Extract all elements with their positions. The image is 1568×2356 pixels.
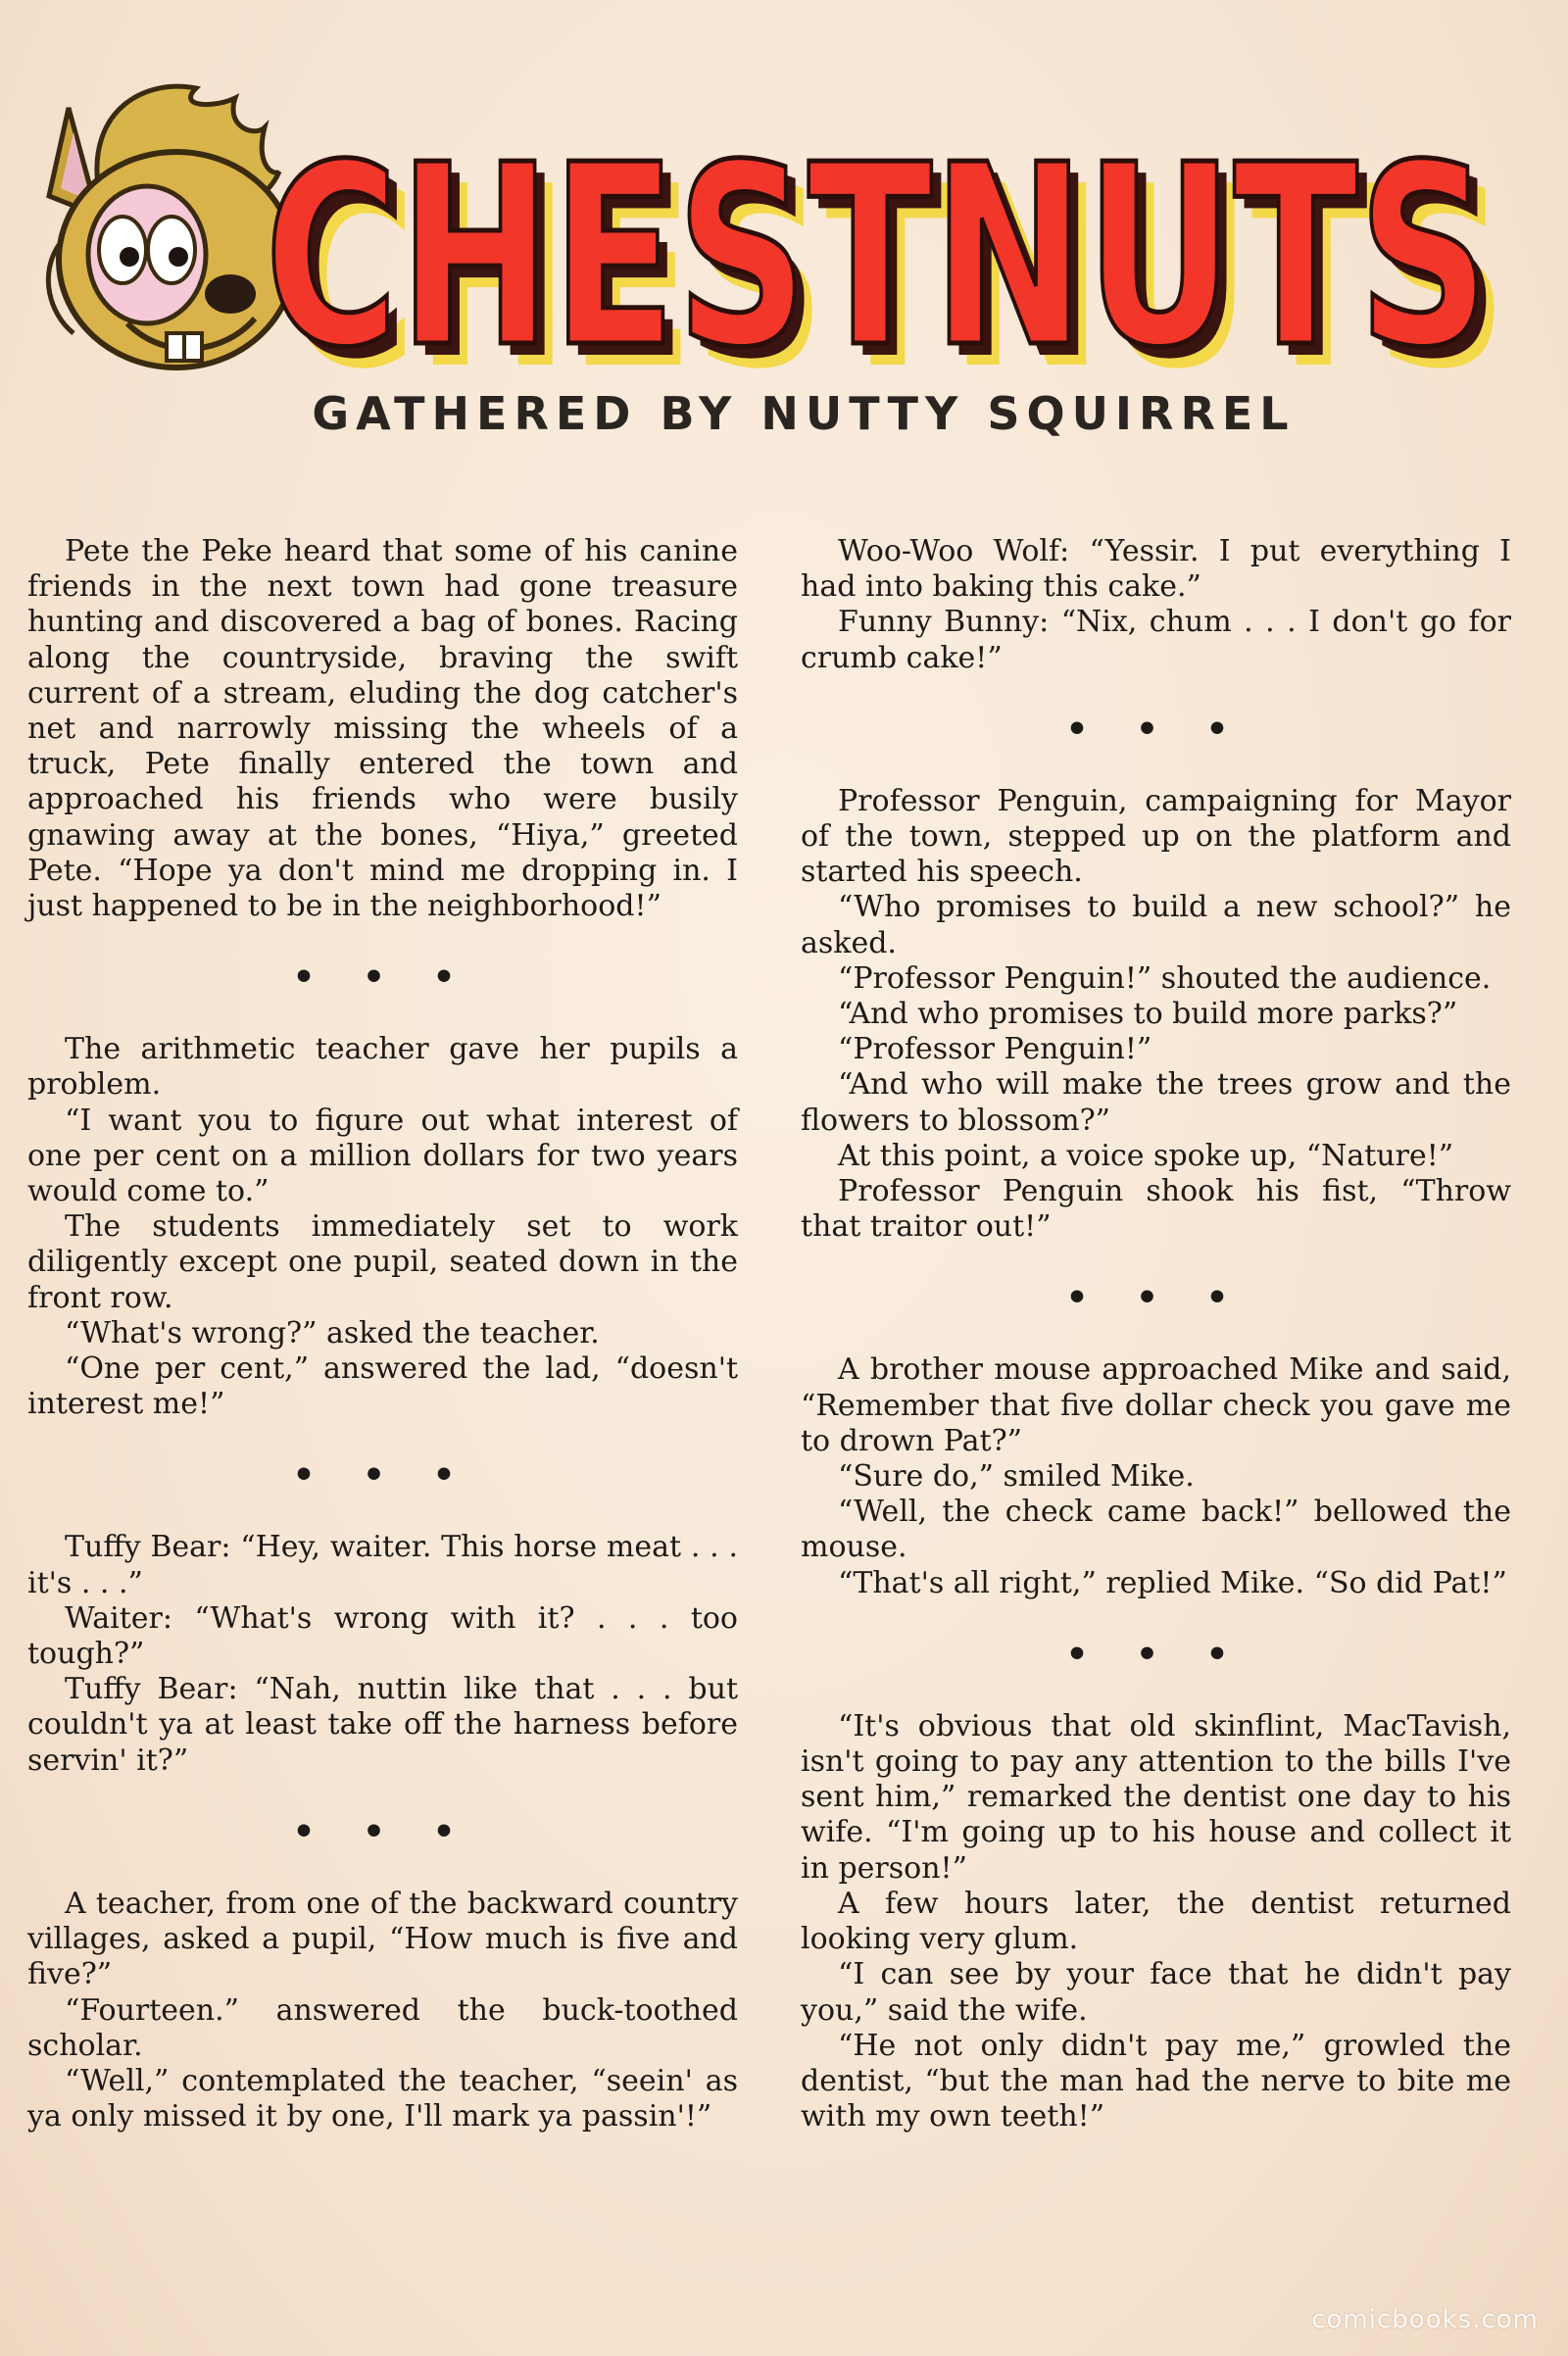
separator-dots: • • • xyxy=(292,957,473,999)
joke-paragraph: “It's obvious that old skinflint, MacTavish, isn't going to pay any attention to the bills I've sent him,” remarked the dentist one day to his wife. “I'm going up to his house and collect it in person!” xyxy=(801,1708,1511,1886)
joke-paragraph: “Professor Penguin!” shouted the audience. xyxy=(838,960,1492,996)
chestnuts-logo xyxy=(265,78,1529,412)
joke-paragraph: The students immediately set to work diligently except one pupil, seated down in the front row. xyxy=(27,1209,738,1315)
joke-block xyxy=(27,534,738,924)
joke-block xyxy=(27,1887,738,2135)
page-subtitle: GATHERED BY NUTTY SQUIRREL xyxy=(312,387,1296,440)
joke-paragraph: “He not only didn't pay me,” growled the dentist, “but the man had the nerve to bite me with my own teeth!” xyxy=(801,2028,1511,2135)
joke-paragraph: Tuffy Bear: “Nah, nuttin like that . . . but couldn't ya at least take off the harness before servin' it?” xyxy=(27,1672,738,1778)
separator-dots: • • • xyxy=(292,1811,473,1852)
joke-paragraph: A few hours later, the dentist returned looking very glum. xyxy=(801,1886,1511,1957)
joke-paragraph: Waiter: “What's wrong with it? . . . too tough?” xyxy=(27,1600,738,1672)
joke-paragraph: “Professor Penguin!” xyxy=(838,1032,1152,1067)
joke-paragraph: A teacher, from one of the backward country villages, asked a pupil, “How much is five and five?” xyxy=(27,1886,738,1992)
squirrel-mascot-icon xyxy=(29,69,294,392)
joke-block xyxy=(801,1352,1511,1600)
separator-dots: • • • xyxy=(1065,1278,1247,1319)
joke-paragraph: “I want you to figure out what interest of one per cent on a million dollars for two years would come to.” xyxy=(27,1103,738,1209)
separator-dots: • • • xyxy=(292,1455,473,1497)
joke-paragraph: Tuffy Bear: “Hey, waiter. This horse meat . . . it's . . .” xyxy=(27,1530,738,1600)
logo-depth-text: CHESTNUTS xyxy=(274,123,1499,412)
joke-block xyxy=(801,534,1511,676)
page-header xyxy=(0,0,1568,461)
joke-paragraph: “And who promises to build more parks?” xyxy=(838,997,1458,1032)
joke-paragraph: Woo-Woo Wolf: “Yessir. I put everything I had into baking this cake.” xyxy=(801,534,1511,605)
joke-paragraph: Professor Penguin, campaigning for Mayor of the town, stepped up on the platform and started his speech. xyxy=(801,783,1511,890)
joke-paragraph: “And who will make the trees grow and the flowers to blossom?” xyxy=(801,1067,1511,1138)
joke-paragraph: “Well,” contemplated the teacher, “seein' as ya only missed it by one, I'll mark ya passin'!” xyxy=(27,2063,738,2135)
joke-paragraph: “I can see by your face that he didn't pay you,” said the wife. xyxy=(801,1957,1511,2028)
joke-paragraph: A brother mouse approached Mike and said, “Remember that five dollar check you gave me to drown Pat?” xyxy=(801,1352,1511,1458)
separator-dots: • • • xyxy=(1065,1634,1247,1675)
joke-paragraph: The arithmetic teacher gave her pupils a problem. xyxy=(27,1032,738,1103)
joke-block xyxy=(27,1530,738,1778)
joke-paragraph: “Who promises to build a new school?” he asked. xyxy=(801,890,1511,960)
joke-paragraph: “Well, the check came back!” bellowed the mouse. xyxy=(801,1495,1511,1565)
joke-block xyxy=(27,1032,738,1422)
site-watermark: comicbooks.com xyxy=(1311,2305,1539,2334)
logo-main-text: CHESTNUTS xyxy=(265,112,1490,403)
separator-dots: • • • xyxy=(1065,709,1247,750)
joke-paragraph: “What's wrong?” asked the teacher. xyxy=(65,1315,600,1350)
joke-paragraph: “One per cent,” answered the lad, “doesn't interest me!” xyxy=(27,1351,738,1422)
joke-paragraph: At this point, a voice spoke up, “Nature!” xyxy=(838,1138,1454,1173)
joke-paragraph: “Sure do,” smiled Mike. xyxy=(838,1459,1195,1495)
joke-paragraph: Funny Bunny: “Nix, chum . . . I don't go for crumb cake!” xyxy=(801,605,1511,675)
left-column xyxy=(27,534,738,2135)
joke-paragraph: Pete the Peke heard that some of his canine friends in the next town had gone treasure hunting and discovered a bag of bones. Racing along the countryside, braving the swift current of a stream, eluding the dog catcher's net and narrowly missing the wheels of a truck, Pete finally entered the town and approached his friends who were busily gnawing away at the bones, “Hiya,” greeted Pete. “Hope ya don't mind me dropping in. I just happened to be in the neighborhood!” xyxy=(27,534,738,924)
right-column xyxy=(801,534,1511,2135)
joke-paragraph: Professor Penguin shook his fist, “Throw that traitor out!” xyxy=(801,1174,1511,1245)
logo-shadow-text: CHESTNUTS xyxy=(282,133,1507,412)
joke-block xyxy=(801,1709,1511,2135)
joke-block xyxy=(801,784,1511,1246)
joke-paragraph: “Fourteen.” answered the buck-toothed scholar. xyxy=(27,1992,738,2063)
joke-paragraph: “That's all right,” replied Mike. “So did Pat!” xyxy=(838,1565,1507,1600)
